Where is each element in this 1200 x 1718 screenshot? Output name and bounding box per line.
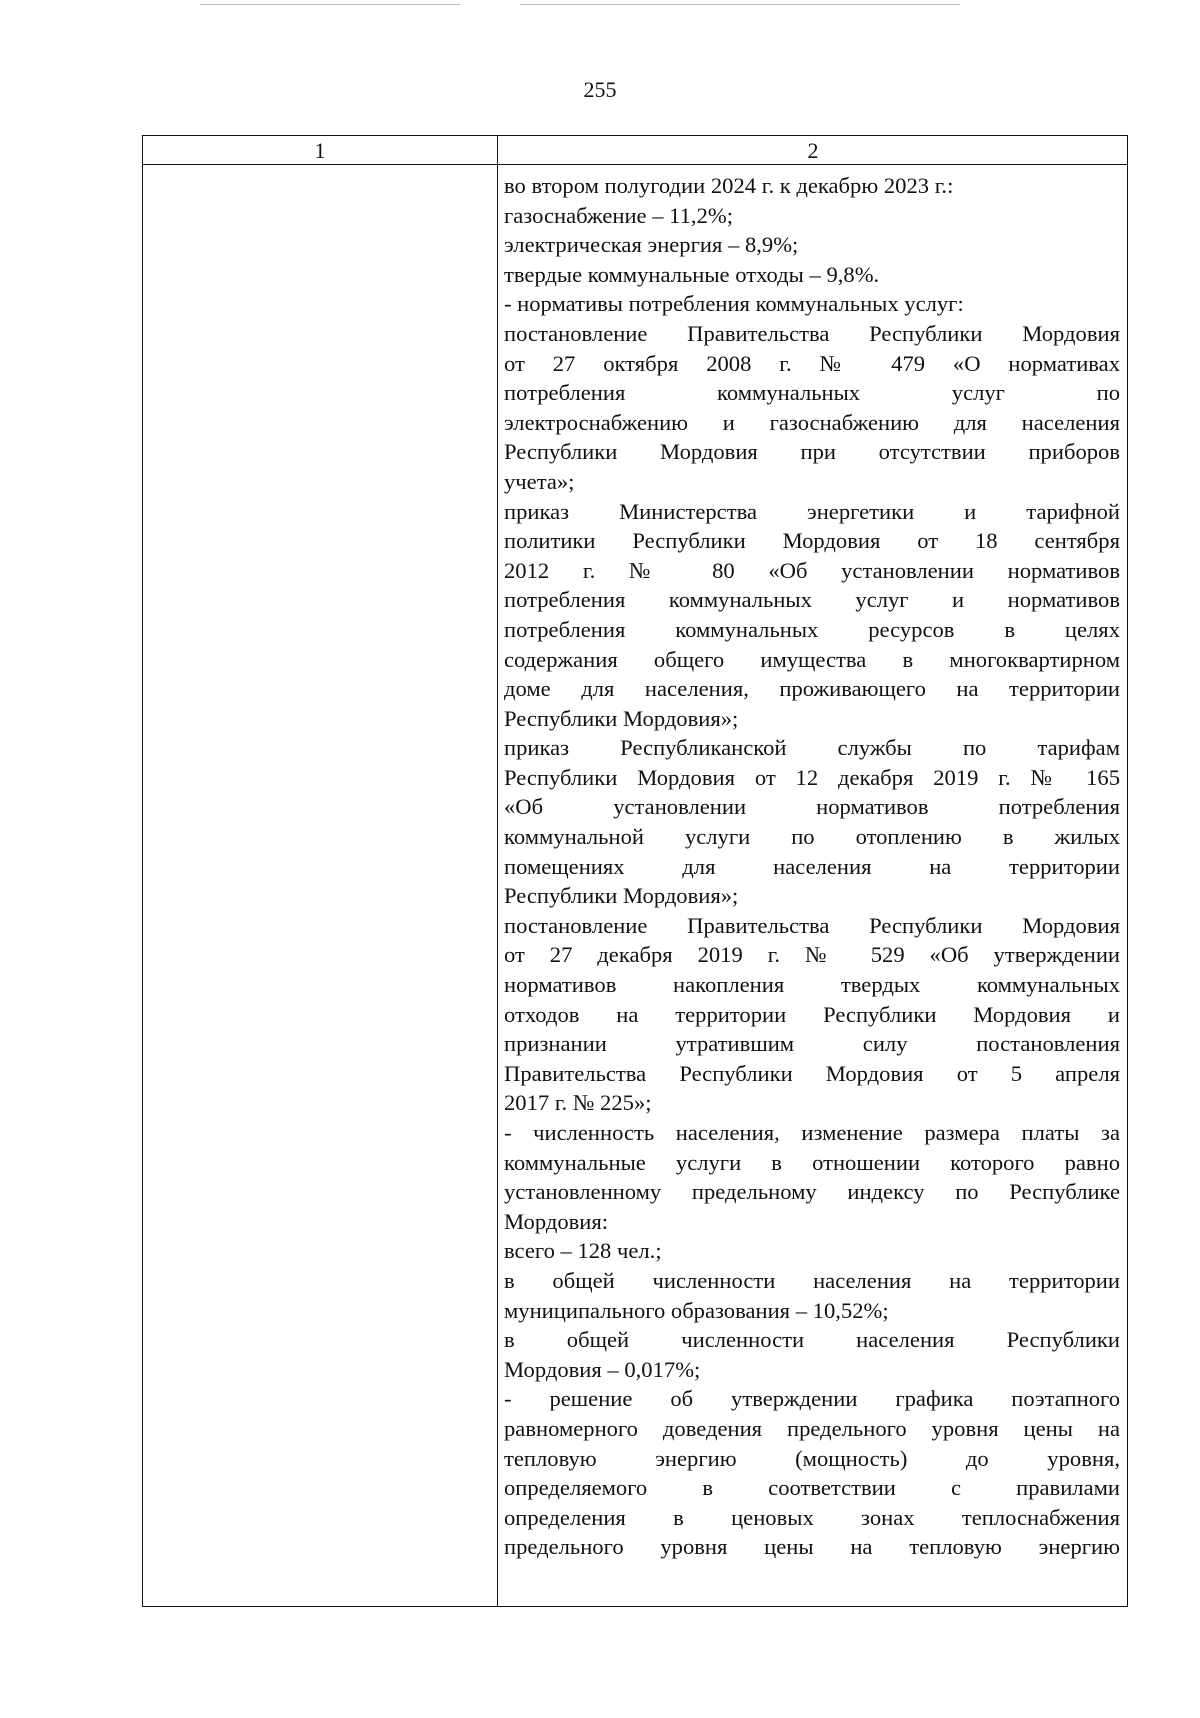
scan-edge-mark xyxy=(520,4,960,5)
text-line: постановление Правительства Республики Мордовия xyxy=(504,320,1120,346)
text-line: муниципального образования – 10,52%; xyxy=(504,1297,889,1323)
column-divider xyxy=(497,136,498,1606)
text-line: определяемого в соответствии с правилами xyxy=(504,1475,1120,1501)
text-line: постановление Правительства Республики Мордовия xyxy=(504,912,1120,938)
page-number: 255 xyxy=(583,77,617,102)
text-line: всего – 128 чел.; xyxy=(504,1238,662,1264)
text-line: нормативов накопления твердых коммунальных xyxy=(504,972,1120,998)
text-line: определения в ценовых зонах теплоснабжения xyxy=(504,1504,1120,1530)
text-line: электроснабжению и газоснабжению для населения xyxy=(504,409,1120,435)
text-line: отходов на территории Республики Мордовия и xyxy=(504,1001,1120,1027)
text-line: потребления коммунальных услуг по xyxy=(504,380,1120,406)
text-line: в общей численности населения на территории xyxy=(504,1267,1120,1293)
text-line: 2012 г. № 80 «Об установлении нормативов xyxy=(504,557,1120,583)
text-line: тепловую энергию (мощность) до уровня, xyxy=(504,1445,1120,1471)
text-line: содержания общего имущества в многоквартирном xyxy=(504,646,1120,672)
text-line: помещениях для населения на территории xyxy=(504,853,1120,879)
text-line: приказ Республиканской службы по тарифам xyxy=(504,735,1120,761)
text-line: потребления коммунальных ресурсов в целях xyxy=(504,616,1120,642)
column-header-2: 2 xyxy=(807,138,819,163)
text-line: в общей численности населения Республики xyxy=(504,1327,1120,1353)
text-line: твердые коммунальные отходы – 9,8%. xyxy=(504,261,880,287)
column-header-1: 1 xyxy=(314,138,326,163)
text-line: доме для населения, проживающего на территории xyxy=(504,676,1120,702)
text-line: - численность населения, изменение размера платы за xyxy=(504,1120,1120,1145)
text-line: Мордовия – 0,017%; xyxy=(504,1356,701,1382)
text-line: - нормативы потребления коммунальных услуг: xyxy=(504,291,964,317)
text-line: коммунальные услуги в отношении которого равно xyxy=(504,1149,1120,1175)
text-line: 2017 г. № 225»; xyxy=(504,1090,652,1116)
text-line: Республики Мордовия»; xyxy=(504,705,739,731)
text-line: Республики Мордовия при отсутствии приборов xyxy=(504,439,1120,465)
text-line: газоснабжение – 11,2%; xyxy=(504,202,733,228)
text-line: предельного уровня цены на тепловую энергию xyxy=(504,1534,1120,1560)
table-header-row xyxy=(143,136,1127,165)
text-line: «Об установлении нормативов потребления xyxy=(504,794,1120,820)
text-line: коммунальной услуги по отоплению в жилых xyxy=(504,824,1120,850)
text-line: учета»; xyxy=(504,468,575,494)
text-line: Мордовия: xyxy=(504,1208,609,1234)
text-line: - решение об утверждении графика поэтапного xyxy=(504,1386,1120,1412)
text-line: установленному предельному индексу по Республике xyxy=(504,1179,1120,1205)
document-table xyxy=(142,135,1128,1607)
text-line: от 27 декабря 2019 г. № 529 «Об утверждении xyxy=(504,942,1120,968)
text-line: Правительства Республики Мордовия от 5 апреля xyxy=(504,1060,1120,1086)
text-line: во втором полугодии 2024 г. к декабрю 2023 г.: xyxy=(504,173,954,198)
scan-edge-mark xyxy=(200,4,460,5)
text-line: равномерного доведения предельного уровня цены на xyxy=(504,1415,1120,1441)
column-2-text xyxy=(504,171,1120,1562)
text-line: от 27 октября 2008 г. № 479 «О нормативах xyxy=(504,350,1120,376)
text-line: приказ Министерства энергетики и тарифной xyxy=(504,498,1120,524)
text-line: потребления коммунальных услуг и нормативов xyxy=(504,587,1120,613)
text-line: электрическая энергия – 8,9%; xyxy=(504,232,799,258)
text-line: политики Республики Мордовия от 18 сентября xyxy=(504,528,1120,554)
text-line: признании утратившим силу постановления xyxy=(504,1031,1120,1057)
text-line: Республики Мордовия»; xyxy=(504,883,739,909)
text-line: Республики Мордовия от 12 декабря 2019 г. № 165 xyxy=(504,764,1120,790)
